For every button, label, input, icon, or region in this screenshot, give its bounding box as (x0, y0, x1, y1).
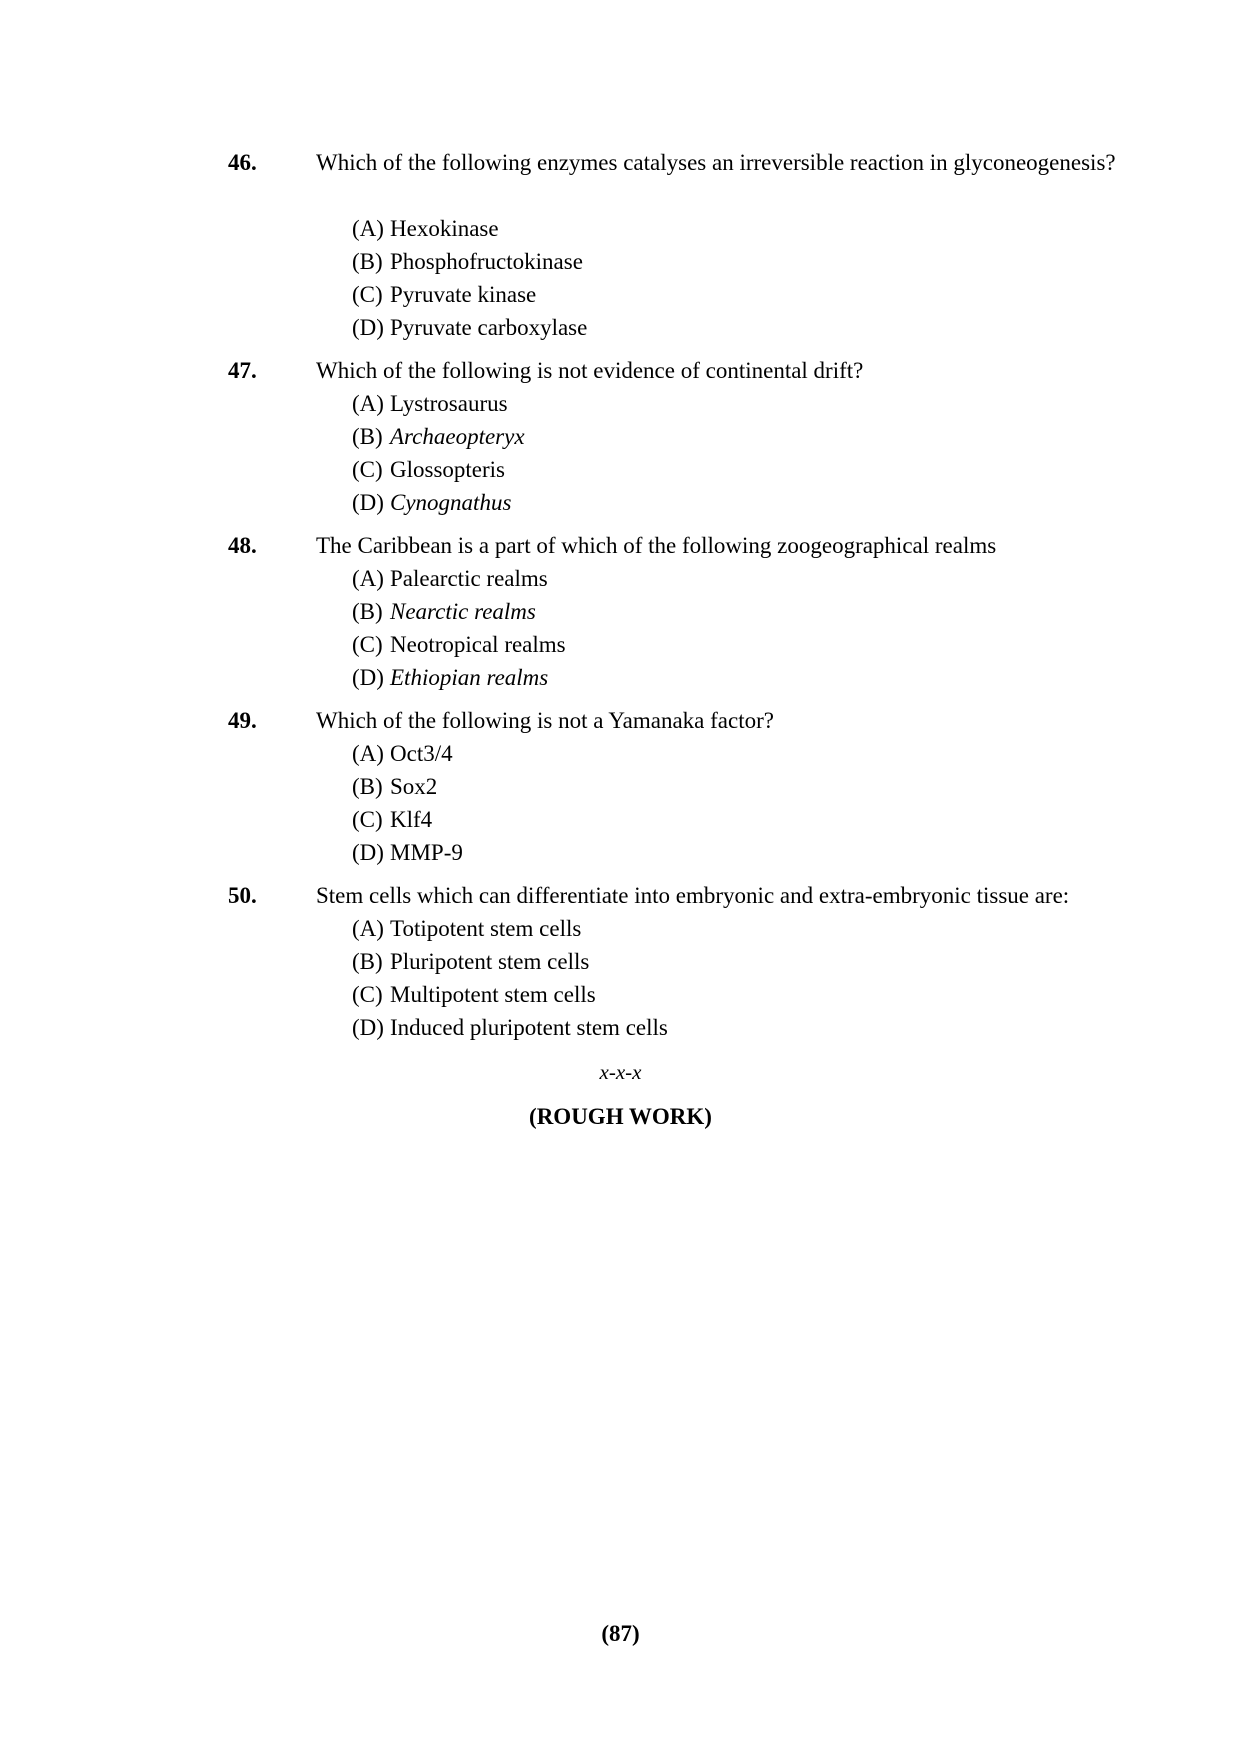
option-letter: (A) (352, 391, 384, 416)
option-list (352, 737, 1052, 869)
option-list (352, 212, 1052, 344)
option-b (352, 420, 1052, 453)
option-text: Ethiopian realms (390, 665, 549, 690)
option-text: Nearctic realms (390, 599, 536, 624)
option-a (352, 912, 1052, 945)
question-number: 47. (228, 358, 257, 383)
option-a (352, 387, 1052, 420)
option-c (352, 978, 1052, 1011)
option-letter: (C) (352, 632, 383, 657)
option-list (352, 387, 1052, 519)
option-letter: (D) (352, 840, 384, 865)
question-number: 50. (228, 883, 257, 908)
option-text: Glossopteris (390, 457, 505, 482)
option-b (352, 595, 1052, 628)
option-b (352, 770, 1052, 803)
option-text: Lystrosaurus (390, 391, 508, 416)
option-text: Pyruvate carboxylase (390, 315, 588, 340)
question-text: Stem cells which can differentiate into embryonic and extra-embryonic tissue are: (316, 883, 1070, 908)
option-text: Archaeopteryx (390, 424, 525, 449)
option-text: Phosphofructokinase (390, 249, 583, 274)
option-letter: (B) (352, 949, 383, 974)
option-letter: (B) (352, 599, 383, 624)
option-text: Neotropical realms (390, 632, 566, 657)
option-letter: (A) (352, 916, 384, 941)
option-letter: (D) (352, 665, 384, 690)
option-text: MMP-9 (390, 840, 463, 865)
option-letter: (B) (352, 774, 383, 799)
option-list (352, 562, 1052, 694)
option-letter: (D) (352, 1015, 384, 1040)
option-a (352, 737, 1052, 770)
option-c (352, 628, 1052, 661)
option-letter: (C) (352, 982, 383, 1007)
option-text: Pyruvate kinase (390, 282, 537, 307)
question-number: 49. (228, 708, 257, 733)
option-letter: (A) (352, 741, 384, 766)
option-d (352, 836, 1052, 869)
page-number: (87) (601, 1621, 640, 1646)
question-text: The Caribbean is a part of which of the following zoogeographical realms (316, 533, 997, 558)
option-letter: (A) (352, 566, 384, 591)
option-letter: (D) (352, 490, 384, 515)
option-c (352, 278, 1052, 311)
option-c (352, 453, 1052, 486)
end-mark: x-x-x (599, 1060, 642, 1084)
option-text: Klf4 (390, 807, 433, 832)
question-text: Which of the following is not evidence of continental drift? (316, 358, 864, 383)
option-letter: (A) (352, 216, 384, 241)
option-text: Multipotent stem cells (390, 982, 596, 1007)
rough-work-heading: (ROUGH WORK) (529, 1104, 712, 1129)
option-letter: (B) (352, 249, 383, 274)
option-letter: (B) (352, 424, 383, 449)
option-list (352, 912, 1052, 1044)
question-number: 46. (228, 150, 257, 175)
option-b (352, 945, 1052, 978)
option-text: Cynognathus (390, 490, 512, 515)
option-d (352, 1011, 1052, 1044)
question-text: Which of the following is not a Yamanaka factor? (316, 708, 774, 733)
question-number: 48. (228, 533, 257, 558)
option-d (352, 486, 1052, 519)
option-d (352, 311, 1052, 344)
option-text: Totipotent stem cells (390, 916, 582, 941)
option-a (352, 562, 1052, 595)
option-letter: (C) (352, 282, 383, 307)
question-text: Which of the following enzymes catalyses an irreversible reaction in glyconeogenesis? (316, 150, 1116, 175)
option-text: Sox2 (390, 774, 438, 799)
option-b (352, 245, 1052, 278)
option-letter: (D) (352, 315, 384, 340)
option-text: Oct3/4 (390, 741, 453, 766)
option-d (352, 661, 1052, 694)
option-a (352, 212, 1052, 245)
option-text: Hexokinase (390, 216, 499, 241)
option-letter: (C) (352, 807, 383, 832)
option-text: Induced pluripotent stem cells (390, 1015, 668, 1040)
option-text: Palearctic realms (390, 566, 548, 591)
option-c (352, 803, 1052, 836)
option-letter: (C) (352, 457, 383, 482)
option-text: Pluripotent stem cells (390, 949, 590, 974)
